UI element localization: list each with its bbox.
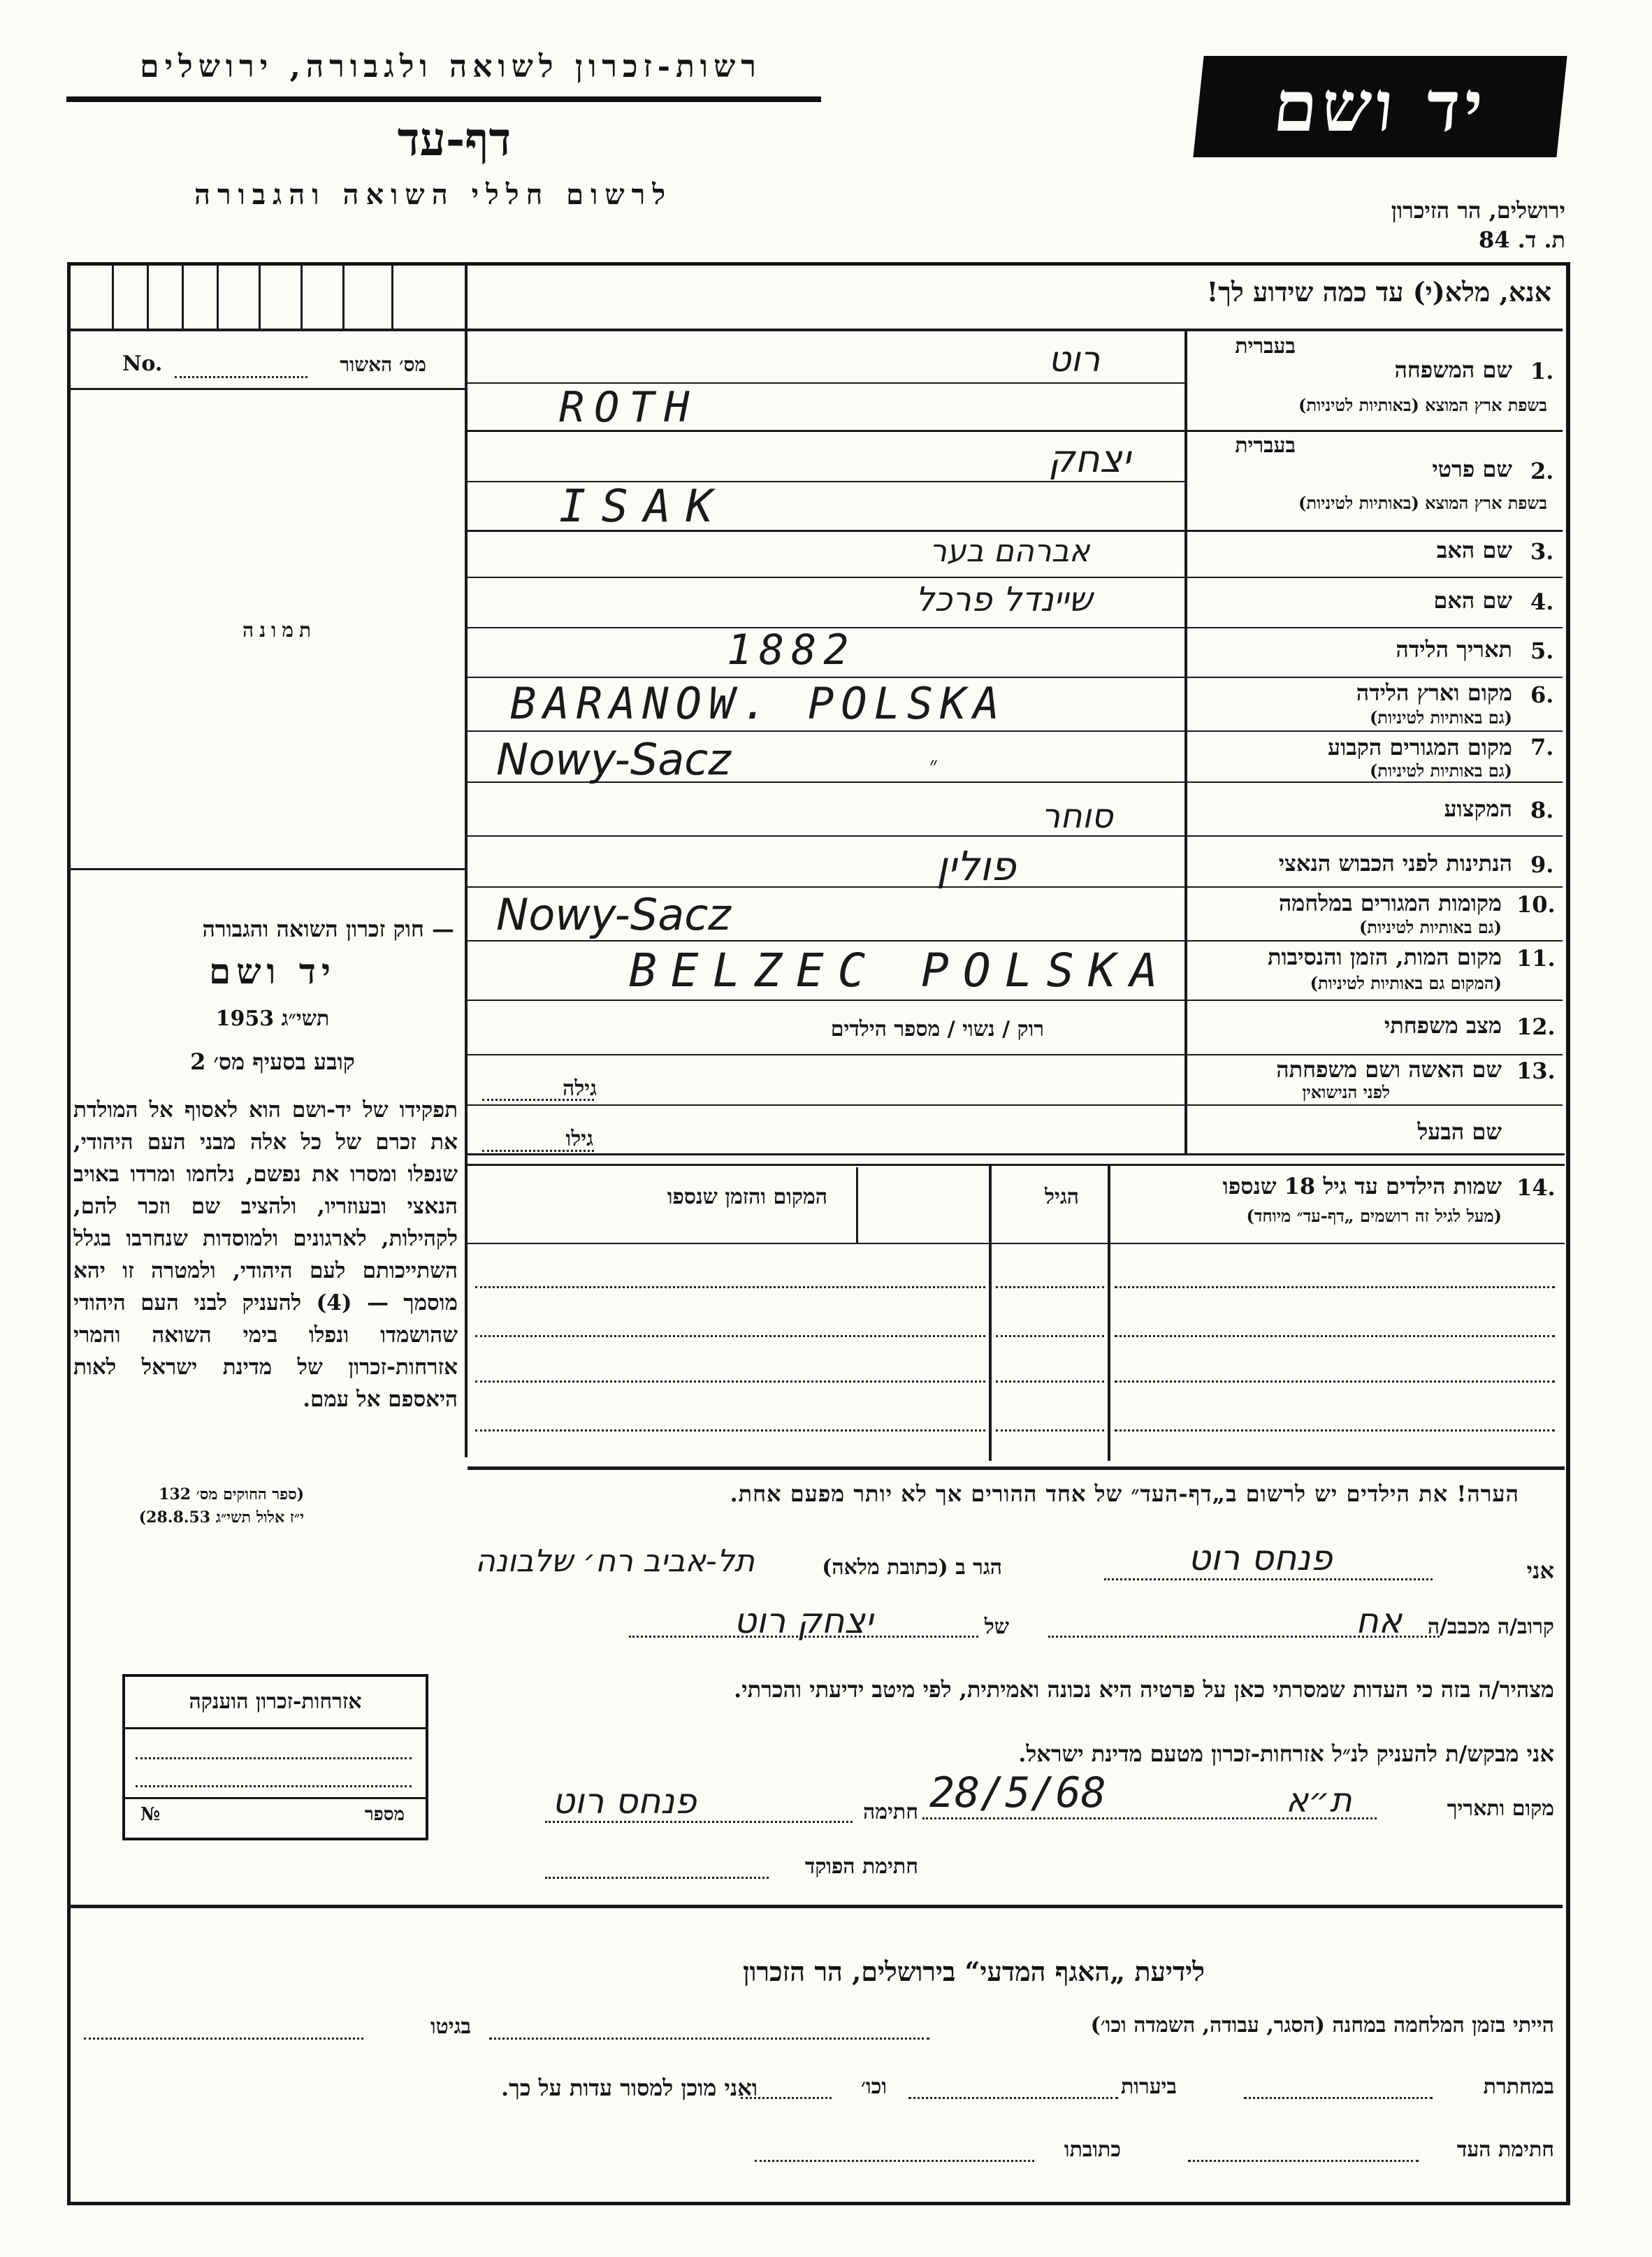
declarant-name[interactable]: פנחס רוט: [1188, 1538, 1333, 1578]
law-text: תפקידו של יד-ושם הוא לאסוף אל המולדת את זכרם של כל אלה מבני העם היהודי, שנפלו ומסרו את נפשם, נלחמו ומרדו באויב הנאצי ובעוזריו, ולהציב שם וזכר להם, לקהילות, לארגונים ולמוסדות שנחרבו בגלל השתייכותם לעם היהודי, ולמטרה זו יהא מוסמך — (4) להעניק לבני העם היהודי שהושמדו ונפלו בימי השואה והמרי אזרחות-זכרון של מדינת ישראל לאות היאספם אל עמם.: [73, 1097, 458, 1412]
bottom-underground-label: במחתרת: [1483, 2075, 1554, 2099]
declaration-statement: מצהיר/ה בזה כי העדות שמסרתי כאן על פרטיה היא נכונה ואמיתית, לפי מיטב ידיעתי והכרתי.: [734, 1676, 1554, 1703]
residing-label: הגר ב (כתובת מלאה): [822, 1555, 1002, 1580]
children-col-place: המקום והזמן שנספו: [667, 1185, 827, 1209]
witness-address-label: כתובתו: [1064, 2137, 1121, 2162]
field-13-number: 13.: [1516, 1058, 1556, 1084]
field-9-number: 9.: [1530, 851, 1554, 878]
field-7-label: מקום המגורים הקבוע: [1328, 734, 1512, 760]
field-4-number: 4.: [1530, 589, 1554, 615]
of-label: של: [984, 1615, 1009, 1639]
field-6-sublabel: (גם באותיות לטיניות): [1369, 707, 1512, 728]
of-value[interactable]: יצחק רוט: [734, 1601, 874, 1641]
form-subtitle: לרשום חללי השואה והגבורה: [194, 178, 673, 211]
field-4-value[interactable]: שיינדל פרכל: [915, 580, 1093, 619]
declaration-request: אני מבקש/ת להעניק לנ״ל אזרחות-זכרון מטעם מדינת ישראל.: [1018, 1740, 1554, 1767]
place-value[interactable]: ת״א: [1286, 1781, 1352, 1820]
field-8-value[interactable]: סוחר: [1041, 797, 1113, 836]
field-10-value[interactable]: Nowy-Sacz: [496, 889, 731, 940]
signature-label: חתימה: [863, 1800, 918, 1824]
field-1-label: שם המשפחה: [1394, 356, 1512, 383]
field-13-label: שם האשה ושם משפחתה: [1276, 1056, 1502, 1083]
children-col-age: הגיל: [1044, 1185, 1079, 1209]
law-source: (ספר החוקים מס׳ 132: [159, 1485, 304, 1504]
field-5-label: תאריך הלידה: [1396, 636, 1512, 663]
field-7-sublabel: (גם באותיות לטיניות): [1369, 760, 1512, 781]
field-3-label: שם האב: [1436, 537, 1512, 563]
field-3-number: 3.: [1530, 538, 1554, 565]
law-date: י״ז אלול תשי״ג 28.8.53): [138, 1508, 304, 1527]
field-1-number: 1.: [1530, 358, 1554, 384]
residing-value[interactable]: תל-אביב רח׳ שלבונה: [475, 1543, 755, 1579]
field-11-value[interactable]: BELZEC POLSKA: [629, 944, 1172, 997]
witness-signature-label: חתימת העד: [1456, 2137, 1554, 2162]
instruction: אנא, מלא(י) עד כמה שידוע לך!: [1206, 276, 1551, 308]
officer-signature-label: חתימת הפוקד: [804, 1854, 918, 1879]
field-14-number: 14.: [1516, 1174, 1556, 1201]
field-10-number: 10.: [1516, 891, 1556, 918]
field-2-value-hebrew[interactable]: יצחק: [1048, 437, 1131, 481]
declarant-i-label: אני: [1526, 1557, 1554, 1584]
field-1-sublabel: בשפת ארץ המוצא (באותיות לטיניות): [1298, 395, 1547, 415]
field-10-label: מקומות המגורים במלחמה: [1278, 890, 1502, 916]
law-logo: יד ושם: [209, 951, 336, 992]
field-7-value[interactable]: Nowy-Sacz: [496, 734, 731, 785]
field-1-hebrew-tag: בעברית: [1235, 334, 1296, 359]
authority-name: רשות-זכרון לשואה ולגבורה, ירושלים: [140, 49, 762, 85]
field-7-number: 7.: [1530, 734, 1554, 760]
field-2-value-latin[interactable]: ISAK: [559, 481, 729, 533]
photo-label: תמונה: [242, 619, 317, 642]
bottom-forests-label: ביערות: [1120, 2075, 1177, 2099]
bottom-etc-label: וכו׳: [861, 2075, 887, 2099]
date-value[interactable]: 28/5/68: [929, 1768, 1106, 1817]
field-9-label: הנתינות לפני הכבוש הנאצי: [1278, 850, 1512, 877]
field-11-sublabel: (המקום גם באותיות לטיניות): [1310, 973, 1502, 993]
field-8-label: המקצוע: [1444, 795, 1512, 822]
field-3-value[interactable]: אברהם בער: [929, 533, 1090, 569]
field-9-value[interactable]: פולין: [936, 842, 1016, 890]
approval-number-label: מס׳ האשור: [340, 353, 426, 376]
field-5-number: 5.: [1530, 637, 1554, 664]
po-box: ת. ד. 84: [1479, 226, 1565, 253]
husband-age-label: גילו: [565, 1127, 593, 1151]
field-11-label: מקום המות, הזמן והנסיבות: [1267, 944, 1502, 970]
field-8-number: 8.: [1530, 797, 1554, 823]
bottom-line1-ghetto: בגיטו: [430, 2014, 471, 2039]
signature-value[interactable]: פנחס רוט: [552, 1781, 697, 1822]
field-1-value-latin[interactable]: ROTH: [559, 383, 700, 432]
approval-number-prefix: No.: [122, 352, 163, 376]
field-10-sublabel: (גם באותיות לטיניות): [1358, 917, 1502, 937]
field-6-value[interactable]: BARANOW. POLSKA: [510, 678, 1006, 729]
field-2-number: 2.: [1530, 458, 1554, 484]
law-heading: — חוק זכרון השואה והגבורה: [202, 916, 454, 942]
field-12-value[interactable]: רוק / נשוי / מספר הילדים: [830, 1017, 1044, 1041]
field-4-label: שם האם: [1433, 587, 1512, 614]
field-14-sublabel: (מעל לגיל זה רושמים „דף-עד״ מיוחד): [1246, 1206, 1502, 1226]
field-12-label: מצב משפחתי: [1384, 1012, 1502, 1039]
form-title: דף-עד: [397, 112, 512, 166]
field-5-value[interactable]: 1882: [727, 626, 856, 675]
field-2-sublabel: בשפת ארץ המוצא (באותיות לטיניות): [1298, 493, 1547, 513]
field-11-number: 11.: [1516, 945, 1556, 972]
field-12-number: 12.: [1516, 1014, 1556, 1040]
relative-value[interactable]: אח: [1356, 1601, 1403, 1641]
field-6-number: 6.: [1530, 682, 1554, 708]
field-6-label: מקום וארץ הלידה: [1356, 679, 1512, 706]
field-7-ditto-mark: ״: [929, 751, 939, 778]
place-date-label: מקום ותאריך: [1447, 1796, 1554, 1821]
wife-age-label: גילה: [562, 1076, 597, 1101]
husband-name-label: שם הבעל: [1417, 1118, 1502, 1145]
field-14-label: שמות הילדים עד גיל 18 שנספו: [1222, 1173, 1502, 1199]
note-text: הערה! את הילדים יש לרשום ב„דף-העד״ של אחד ההורים אך לא יותר מפעם אחת.: [730, 1480, 1519, 1507]
law-clause: קובע בסעיף מס׳ 2: [190, 1048, 355, 1075]
bottom-heading: לידיעת „האגף המדעי“ בירושלים, הר הזכרון: [742, 1956, 1205, 1987]
field-2-label: שם פרטי: [1432, 456, 1512, 482]
bottom-testimony-statement: ואני מוכן למסור עדות על כך.: [500, 2075, 758, 2101]
relative-label: קרוב/ה מכבב/ה: [1427, 1615, 1554, 1639]
law-year: תשי״ג 1953: [215, 1007, 330, 1031]
field-13-sublabel: לפני הנישואין: [1302, 1082, 1390, 1102]
header-rule: [66, 96, 821, 102]
address: ירושלים, הר הזיכרון: [1391, 197, 1565, 224]
bottom-line1: הייתי בזמן המלחמה במחנה (הסגר, עבודה, השמדה וכו׳): [1090, 2013, 1554, 2038]
field-1-value-hebrew[interactable]: רוט: [1048, 339, 1101, 380]
field-2-hebrew-tag: בעברית: [1235, 433, 1296, 458]
yad-vashem-logo: יד ושם: [1193, 56, 1567, 157]
memorial-citizenship-stamp-box: אזרחות-זכרון הוענקה מספר №: [122, 1674, 428, 1840]
